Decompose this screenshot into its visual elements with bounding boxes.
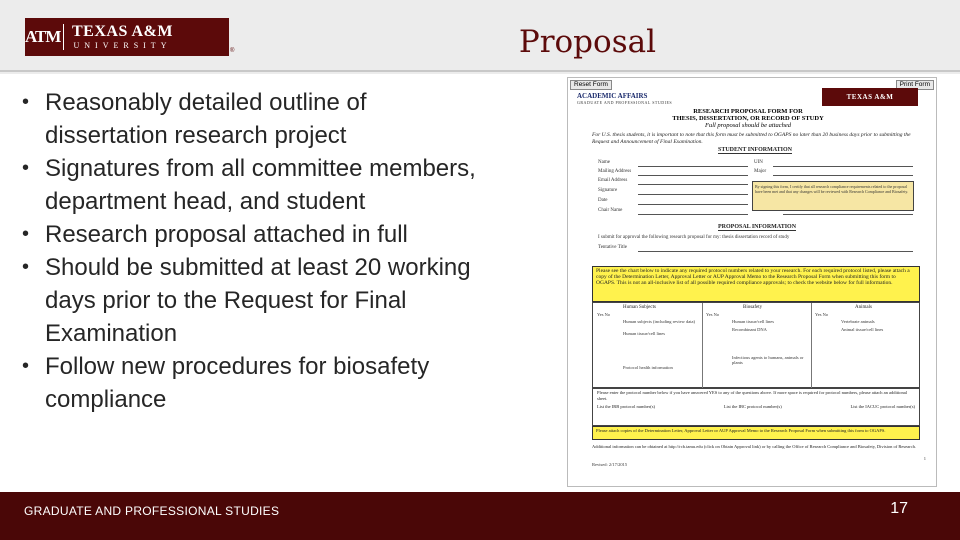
footer-bar — [0, 492, 960, 540]
field-address-label: Mailing Address — [598, 169, 632, 174]
registered-mark: ® — [230, 48, 235, 54]
bullet-icon: • — [22, 157, 30, 179]
proposal-info-heading: PROPOSAL INFORMATION — [718, 224, 797, 230]
compliance-grid — [592, 302, 920, 388]
field-name-label: Name — [598, 160, 610, 165]
uin-field-line — [773, 166, 913, 167]
address-field-line — [638, 175, 748, 176]
research-proposal-form-image — [567, 77, 937, 487]
tentative-title-label: Tentative Title — [598, 245, 627, 250]
major-field-line — [773, 175, 913, 176]
form-heading-line-2: THESIS, DISSERTATION, OR RECORD OF STUDY — [672, 115, 824, 122]
grid-header-animals: Animals — [855, 305, 872, 310]
field-chair-name-label: Chair Name — [598, 208, 623, 213]
form-heading — [648, 108, 848, 129]
field-date-label: Date — [598, 198, 608, 203]
yes-no-human: Yes No — [597, 312, 611, 317]
bullet-item — [22, 251, 482, 350]
grid-header-human: Human Subjects — [623, 305, 656, 310]
human-row-3: Protocol health information — [623, 365, 673, 370]
attach-copies-note: Please attach copies of the Determination Letter, Approval Letter or AUP Approval Memo to the Research Proposal Form when submitting this form to OGAPS. — [592, 426, 920, 440]
grid-divider-1 — [702, 303, 703, 389]
form-revised-date: Revised: 2/17/2015 — [592, 462, 628, 467]
bullet-text: Should be submitted at least 20 working days prior to the Request for Final Examination — [45, 254, 471, 347]
title-field-line — [638, 251, 913, 252]
form-intro: For U.S. thesis students, it is important to note that this form must be submitted to OGAPS no later than 20 business days prior to submitting the Request and Announcement of Final Examination. — [592, 132, 911, 145]
slide-title: Proposal — [518, 24, 656, 60]
proposal-type-line: I submit for approval the following research proposal for my: thesis dissertation record of study — [598, 235, 790, 240]
form-page-number: 1 — [923, 456, 926, 461]
form-gps: GRADUATE AND PROFESSIONAL STUDIES — [577, 100, 673, 105]
protocol-fields — [597, 404, 915, 410]
bullet-icon: • — [22, 355, 30, 377]
logo-line-2: UNIVERSITY — [73, 40, 172, 50]
reset-form-button[interactable]: Reset Form — [570, 80, 612, 90]
field-major-label: Major — [754, 169, 767, 174]
bullet-text: Signatures from all committee members, department head, and student — [45, 155, 476, 215]
grid-divider-2 — [811, 303, 812, 389]
email-field-line — [638, 184, 748, 185]
bio-row-2: Recombinant DNA — [732, 327, 767, 332]
slide-number: 17 — [890, 500, 908, 517]
field-signature-label: Signature — [598, 188, 618, 193]
field-uin-label: UIN — [754, 160, 763, 165]
logo-divider — [63, 24, 64, 50]
footer-label: GRADUATE AND PROFESSIONAL STUDIES — [24, 504, 280, 518]
compliance-instructions-box: Please see the chart below to indicate any required protocol numbers related to your research. For each required protocol listed, please attach a copy of the Determination Letter, Approval Letter or AUP Approval Memo to the Research Proposal Form when submitting this form to OGAPS. This is not an all-inclusive list of all possible required compliance approvals; to check the website below for full information. — [592, 266, 920, 302]
bullet-item — [22, 86, 482, 152]
form-fine-print: Additional information can be obtained at http://rcb.tamu.edu (click on Obtain Approval link) or by calling the Office of Research Compliance and Biosafety, Division of Research. — [592, 444, 917, 449]
bullet-text: Follow new procedures for biosafety compliance — [45, 353, 430, 413]
animal-row-1: Vertebrate animals — [841, 319, 875, 324]
bullet-item — [22, 218, 482, 251]
form-heading-line-1: RESEARCH PROPOSAL FORM FOR — [693, 108, 803, 115]
bullet-item — [22, 350, 482, 416]
form-tamu-logo: TEXAS A&M — [822, 88, 918, 106]
chair-field-line — [638, 214, 748, 215]
print-form-button[interactable]: Print Form — [896, 80, 934, 90]
yes-no-animal: Yes No — [815, 312, 829, 317]
yes-no-bio: Yes No — [706, 312, 720, 317]
atm-monogram-icon: ATM — [25, 27, 61, 46]
bullet-text: Research proposal attached in full — [45, 221, 408, 248]
human-row-1: Human subjects (including review data) — [623, 319, 695, 324]
bio-row-3: Infectious agents to humans, animals or plants — [732, 355, 804, 365]
signature-field-line — [638, 194, 748, 195]
bullet-list — [22, 86, 482, 416]
bullet-icon: • — [22, 91, 30, 113]
protocol-instructions: Please enter the protocol number below if you have answered YES to any of the questions above. If more space is required for protocol numbers, please attach an additional sheet. — [597, 390, 907, 401]
bullet-icon: • — [22, 256, 30, 278]
bio-row-1: Human tissue/cell lines — [732, 319, 774, 324]
animal-row-2: Animal tissue/cell lines — [841, 327, 884, 332]
bullet-text: Reasonably detailed outline of dissertation research project — [45, 89, 367, 149]
protocol-number-section — [592, 388, 920, 426]
bullet-icon: • — [22, 223, 30, 245]
field-email-label: Email Address — [598, 178, 628, 183]
chair-email-field-line — [783, 214, 913, 215]
ibc-label: List the IBC protocol number(s) — [723, 404, 782, 409]
tamu-logo — [25, 18, 229, 56]
date-field-line — [638, 204, 748, 205]
irb-label: List the IRB protocol number(s) — [597, 404, 655, 409]
logo-line-1: TEXAS A&M — [72, 22, 173, 40]
grid-header-biosafety: Biosafety — [743, 305, 763, 310]
name-field-line — [638, 166, 748, 167]
logo-wordmark — [72, 24, 173, 51]
form-academic-affairs: ACADEMIC AFFAIRS — [577, 92, 648, 100]
bullet-item — [22, 152, 482, 218]
form-heading-line-3: Full proposal should be attached — [704, 122, 792, 129]
iacuc-label: List the IACUC protocol number(s) — [850, 404, 915, 409]
signing-note-box: By signing this form, I certify that all research compliance requirements related to the proposal have been met and that any changes will be reviewed with Research Compliance and Biosafety. — [752, 181, 914, 211]
title-divider — [0, 70, 960, 72]
human-row-2: Human tissue/cell lines — [623, 331, 665, 336]
student-info-heading: STUDENT INFORMATION — [718, 147, 792, 153]
